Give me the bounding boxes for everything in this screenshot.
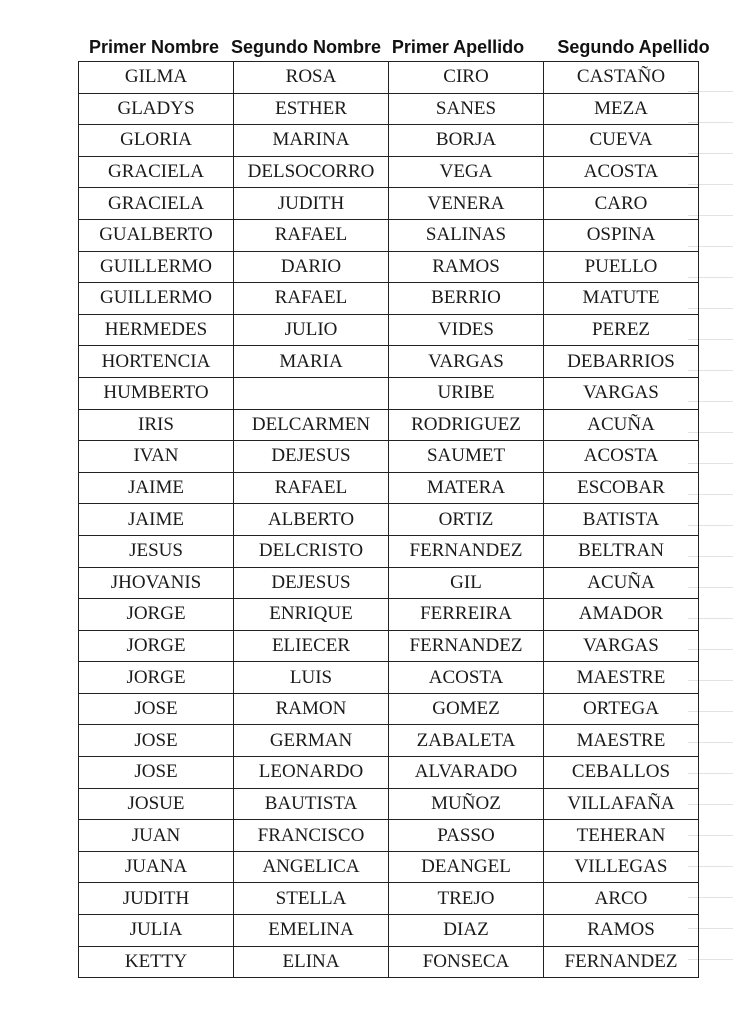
cell-segundo-nombre: STELLA bbox=[234, 883, 389, 915]
cell-primer-nombre: JUDITH bbox=[79, 883, 234, 915]
cell-segundo-apellido: VILLEGAS bbox=[544, 851, 699, 883]
cell-segundo-nombre: ALBERTO bbox=[234, 504, 389, 536]
cell-primer-nombre: JORGE bbox=[79, 630, 234, 662]
table-row bbox=[79, 820, 699, 852]
cell-segundo-nombre: RAFAEL bbox=[234, 219, 389, 251]
table-row bbox=[79, 472, 699, 504]
table-row bbox=[79, 725, 699, 757]
cell-segundo-apellido: CEBALLOS bbox=[544, 757, 699, 789]
cell-primer-apellido: SAUMET bbox=[389, 441, 544, 473]
cell-segundo-nombre: GERMAN bbox=[234, 725, 389, 757]
cell-segundo-nombre: BAUTISTA bbox=[234, 788, 389, 820]
header-segundo-apellido: Segundo Apellido bbox=[557, 37, 710, 57]
cell-segundo-nombre: MARINA bbox=[234, 125, 389, 157]
table-row bbox=[79, 251, 699, 283]
cell-segundo-nombre: DELSOCORRO bbox=[234, 156, 389, 188]
cell-primer-nombre: HUMBERTO bbox=[79, 377, 234, 409]
table-row bbox=[79, 883, 699, 915]
cell-segundo-apellido: PEREZ bbox=[544, 314, 699, 346]
cell-primer-apellido: FONSECA bbox=[389, 946, 544, 978]
cell-primer-nombre: JOSE bbox=[79, 725, 234, 757]
cell-segundo-nombre: EMELINA bbox=[234, 915, 389, 947]
cell-segundo-apellido: BELTRAN bbox=[544, 535, 699, 567]
cell-segundo-nombre: ELIECER bbox=[234, 630, 389, 662]
cell-segundo-apellido: VILLAFAÑA bbox=[544, 788, 699, 820]
table-row bbox=[79, 409, 699, 441]
table-row bbox=[79, 93, 699, 125]
table-row bbox=[79, 630, 699, 662]
cell-segundo-nombre: ELINA bbox=[234, 946, 389, 978]
cell-primer-apellido: VIDES bbox=[389, 314, 544, 346]
table-row bbox=[79, 535, 699, 567]
cell-primer-apellido: BORJA bbox=[389, 125, 544, 157]
cell-segundo-apellido: ARCO bbox=[544, 883, 699, 915]
cell-primer-nombre: KETTY bbox=[79, 946, 234, 978]
cell-segundo-nombre: RAFAEL bbox=[234, 472, 389, 504]
cell-primer-apellido: RAMOS bbox=[389, 251, 544, 283]
cell-primer-apellido: GOMEZ bbox=[389, 693, 544, 725]
cell-primer-apellido: PASSO bbox=[389, 820, 544, 852]
header-primer-nombre: Primer Nombre bbox=[88, 37, 220, 57]
cell-primer-nombre: HORTENCIA bbox=[79, 346, 234, 378]
cell-segundo-nombre bbox=[234, 377, 389, 409]
table-row bbox=[79, 946, 699, 978]
cell-segundo-nombre: MARIA bbox=[234, 346, 389, 378]
table-row bbox=[79, 219, 699, 251]
cell-primer-apellido: FERNANDEZ bbox=[389, 630, 544, 662]
cell-segundo-apellido: ACUÑA bbox=[544, 567, 699, 599]
cell-segundo-apellido: ESCOBAR bbox=[544, 472, 699, 504]
cell-primer-apellido: SALINAS bbox=[389, 219, 544, 251]
cell-segundo-nombre: LEONARDO bbox=[234, 757, 389, 789]
cell-primer-apellido: CIRO bbox=[389, 62, 544, 94]
cell-segundo-nombre: DARIO bbox=[234, 251, 389, 283]
cell-primer-apellido: BERRIO bbox=[389, 283, 544, 315]
cell-primer-apellido: SANES bbox=[389, 93, 544, 125]
cell-segundo-apellido: DEBARRIOS bbox=[544, 346, 699, 378]
cell-segundo-apellido: ACOSTA bbox=[544, 441, 699, 473]
cell-segundo-apellido: CARO bbox=[544, 188, 699, 220]
cell-primer-nombre: JAIME bbox=[79, 472, 234, 504]
cell-segundo-apellido: ACOSTA bbox=[544, 156, 699, 188]
table-row bbox=[79, 599, 699, 631]
cell-primer-apellido: TREJO bbox=[389, 883, 544, 915]
table-row bbox=[79, 283, 699, 315]
cell-primer-nombre: JOSE bbox=[79, 693, 234, 725]
header-primer-apellido: Primer Apellido bbox=[391, 37, 525, 57]
table-row bbox=[79, 377, 699, 409]
cell-segundo-apellido: MATUTE bbox=[544, 283, 699, 315]
cell-primer-apellido: MUÑOZ bbox=[389, 788, 544, 820]
cell-primer-apellido: URIBE bbox=[389, 377, 544, 409]
table-row bbox=[79, 314, 699, 346]
cell-segundo-apellido: RAMOS bbox=[544, 915, 699, 947]
cell-segundo-nombre: DELCRISTO bbox=[234, 535, 389, 567]
cell-primer-nombre: JORGE bbox=[79, 599, 234, 631]
cell-segundo-nombre: ESTHER bbox=[234, 93, 389, 125]
cell-primer-apellido: ORTIZ bbox=[389, 504, 544, 536]
cell-primer-nombre: GLADYS bbox=[79, 93, 234, 125]
cell-segundo-apellido: ORTEGA bbox=[544, 693, 699, 725]
table-row bbox=[79, 851, 699, 883]
cell-segundo-nombre: ENRIQUE bbox=[234, 599, 389, 631]
table-row bbox=[79, 788, 699, 820]
cell-primer-nombre: GRACIELA bbox=[79, 188, 234, 220]
table-row bbox=[79, 346, 699, 378]
cell-primer-apellido: FERREIRA bbox=[389, 599, 544, 631]
cell-primer-nombre: GILMA bbox=[79, 62, 234, 94]
table-row bbox=[79, 125, 699, 157]
cell-primer-nombre: GUALBERTO bbox=[79, 219, 234, 251]
cell-primer-nombre: JULIA bbox=[79, 915, 234, 947]
table-row bbox=[79, 567, 699, 599]
cell-segundo-nombre: DEJESUS bbox=[234, 441, 389, 473]
cell-segundo-nombre: ROSA bbox=[234, 62, 389, 94]
cell-segundo-apellido: FERNANDEZ bbox=[544, 946, 699, 978]
cell-primer-nombre: GRACIELA bbox=[79, 156, 234, 188]
cell-segundo-apellido: AMADOR bbox=[544, 599, 699, 631]
cell-primer-nombre: JHOVANIS bbox=[79, 567, 234, 599]
cell-primer-nombre: GUILLERMO bbox=[79, 251, 234, 283]
cell-segundo-apellido: OSPINA bbox=[544, 219, 699, 251]
cell-segundo-apellido: VARGAS bbox=[544, 630, 699, 662]
cell-primer-nombre: JORGE bbox=[79, 662, 234, 694]
cell-primer-apellido: VEGA bbox=[389, 156, 544, 188]
cell-primer-nombre: GLORIA bbox=[79, 125, 234, 157]
table-row bbox=[79, 188, 699, 220]
cell-primer-nombre: JESUS bbox=[79, 535, 234, 567]
cell-primer-nombre: GUILLERMO bbox=[79, 283, 234, 315]
cell-segundo-apellido: MAESTRE bbox=[544, 662, 699, 694]
cell-primer-nombre: JAIME bbox=[79, 504, 234, 536]
cell-primer-apellido: DEANGEL bbox=[389, 851, 544, 883]
cell-segundo-apellido: TEHERAN bbox=[544, 820, 699, 852]
cell-segundo-nombre: DEJESUS bbox=[234, 567, 389, 599]
names-table bbox=[78, 61, 699, 978]
cell-segundo-nombre: JUDITH bbox=[234, 188, 389, 220]
cell-primer-nombre: HERMEDES bbox=[79, 314, 234, 346]
cell-primer-apellido: ALVARADO bbox=[389, 757, 544, 789]
cell-segundo-apellido: VARGAS bbox=[544, 377, 699, 409]
table-row bbox=[79, 62, 699, 94]
cell-segundo-nombre: FRANCISCO bbox=[234, 820, 389, 852]
cell-segundo-apellido: ACUÑA bbox=[544, 409, 699, 441]
cell-primer-apellido: MATERA bbox=[389, 472, 544, 504]
table-row bbox=[79, 693, 699, 725]
cell-segundo-apellido: MEZA bbox=[544, 93, 699, 125]
cell-segundo-apellido: BATISTA bbox=[544, 504, 699, 536]
table-row bbox=[79, 441, 699, 473]
cell-primer-nombre: JUANA bbox=[79, 851, 234, 883]
cell-primer-nombre: IRIS bbox=[79, 409, 234, 441]
cell-segundo-nombre: RAMON bbox=[234, 693, 389, 725]
cell-primer-apellido: ZABALETA bbox=[389, 725, 544, 757]
cell-primer-apellido: VENERA bbox=[389, 188, 544, 220]
table-row bbox=[79, 156, 699, 188]
cell-segundo-nombre: DELCARMEN bbox=[234, 409, 389, 441]
cell-primer-apellido: RODRIGUEZ bbox=[389, 409, 544, 441]
cell-primer-apellido: FERNANDEZ bbox=[389, 535, 544, 567]
cell-primer-nombre: JUAN bbox=[79, 820, 234, 852]
cell-primer-apellido: ACOSTA bbox=[389, 662, 544, 694]
cell-segundo-apellido: PUELLO bbox=[544, 251, 699, 283]
cell-primer-apellido: GIL bbox=[389, 567, 544, 599]
cell-primer-apellido: DIAZ bbox=[389, 915, 544, 947]
header-segundo-nombre: Segundo Nombre bbox=[230, 37, 381, 57]
table-row bbox=[79, 662, 699, 694]
cell-primer-nombre: IVAN bbox=[79, 441, 234, 473]
table-row bbox=[79, 757, 699, 789]
table-row bbox=[79, 915, 699, 947]
cell-segundo-apellido: CUEVA bbox=[544, 125, 699, 157]
cell-segundo-nombre: ANGELICA bbox=[234, 851, 389, 883]
cell-primer-nombre: JOSUE bbox=[79, 788, 234, 820]
table-row bbox=[79, 504, 699, 536]
cell-segundo-nombre: JULIO bbox=[234, 314, 389, 346]
cell-segundo-nombre: LUIS bbox=[234, 662, 389, 694]
cell-segundo-apellido: MAESTRE bbox=[544, 725, 699, 757]
table-header bbox=[78, 33, 733, 61]
cell-primer-apellido: VARGAS bbox=[389, 346, 544, 378]
cell-segundo-nombre: RAFAEL bbox=[234, 283, 389, 315]
cell-segundo-apellido: CASTAÑO bbox=[544, 62, 699, 94]
cell-primer-nombre: JOSE bbox=[79, 757, 234, 789]
